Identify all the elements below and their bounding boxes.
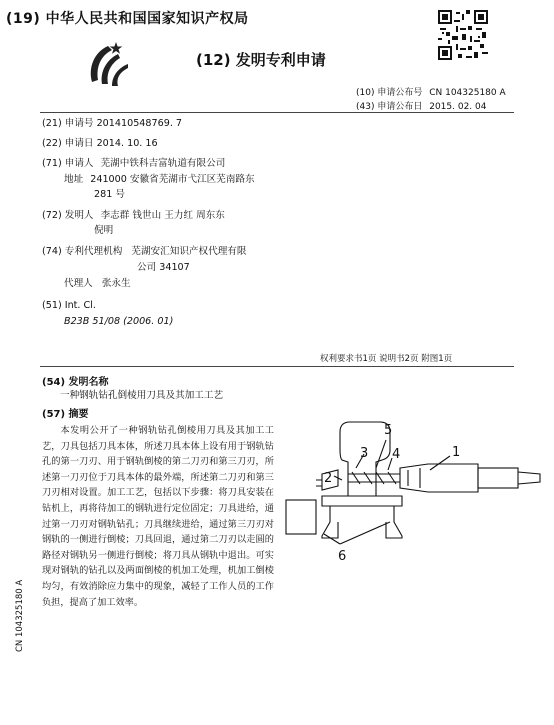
- int-cl-value: B23B 51/08 (2006. 01): [64, 316, 174, 327]
- abstract-label: (57) 摘要: [42, 409, 89, 420]
- tool-shank: [478, 468, 518, 488]
- figure-label-3: 3: [360, 446, 369, 461]
- agency-line-2: 公司 34107: [137, 262, 190, 273]
- tool-end: [518, 472, 540, 484]
- address-row: [64, 173, 255, 186]
- tool-holder: [400, 464, 478, 492]
- agent-label: 代理人: [64, 278, 93, 289]
- figure-label-2: 2: [324, 471, 333, 486]
- figure-label-6: 6: [338, 549, 347, 564]
- agent-row: [64, 277, 131, 290]
- application-number: (21) 申请号 201410548769. 7: [42, 118, 183, 129]
- applicant-row: [42, 157, 225, 170]
- document-kind: (12) 发明专利申请: [196, 51, 326, 69]
- qr-code-icon: [438, 10, 488, 60]
- section-divider: [40, 366, 514, 367]
- header-divider: [40, 112, 514, 113]
- figure-label-4: 4: [392, 447, 401, 462]
- inventors-line-2: 倪明: [94, 225, 114, 236]
- agency-row: [42, 245, 247, 258]
- figure-label-5: 5: [384, 423, 393, 438]
- agency-label: (74) 专利代理机构: [42, 246, 123, 257]
- address-line-1: 241000 安徽省芜湖市弋江区芜南路东: [90, 174, 255, 185]
- abstract-text: 本发明公开了一种钢轨钻孔倒棱用刀具及其加工工艺，刀具包括刀具本体，所述刀具本体上设有用于钢轨钻孔的第一刀刃、用于钢轨倒棱的第二刀刃和第三刀刃，所述第一刀刃位于刀具本体的最外端，所述第二刀刃和第三刀刃相对设置。加工工艺，包括以下步骤：将刀具安装在钻机上，再将待加工的钢轨进行定位固定；刀具进给，通过第一刀刃对钢轨钻孔；刀具继续进给，通过第三刀刃对钢轨的一侧进行倒棱；刀具回退，通过第二刀刃以走圆的路径对钢轨另一侧进行倒棱；将刀具从钢轨中退出。可实现对钢轨的钻孔以及两面倒棱的机加工处理，机加工倒棱均匀，有效消除应力集中的现象，减轻了工作人员的工作负担，提高了加工效率。: [42, 425, 274, 608]
- publication-number-row: [356, 85, 506, 98]
- rail-base: [322, 496, 402, 506]
- address-label: 地址: [64, 174, 84, 185]
- figure-label-1: 1: [452, 445, 461, 460]
- publication-number-label: (10) 申请公布号: [356, 88, 423, 98]
- publication-number: CN 104325180 A: [429, 88, 506, 98]
- office-name: (19) 中华人民共和国国家知识产权局: [6, 11, 249, 27]
- page-counts: 权利要求书1页 说明书2页 附图1页: [320, 354, 453, 364]
- agency-line-1: 芜湖安汇知识产权代理有限: [131, 246, 247, 257]
- int-cl-label: (51) Int. Cl.: [42, 300, 96, 311]
- left-block: [286, 500, 316, 534]
- cnipa-logo-icon: [86, 38, 132, 88]
- publication-date-row: [356, 99, 486, 112]
- title-label: (54) 发明名称: [42, 377, 109, 388]
- inventors-label: (72) 发明人: [42, 210, 94, 221]
- applicant-name: 芜湖中铁科吉富轨道有限公司: [100, 158, 226, 169]
- inventors-line-1: 李志群 钱世山 王力红 周东东: [100, 210, 225, 221]
- applicant-label: (71) 申请人: [42, 158, 94, 169]
- application-date: (22) 申请日 2014. 10. 16: [42, 138, 158, 149]
- inventors-row: [42, 209, 225, 222]
- invention-title: 一种钢轨钻孔倒棱用刀具及其加工工艺: [60, 390, 224, 401]
- publication-date-label: (43) 申请公布日: [356, 102, 423, 112]
- address-line-2: 281 号: [94, 189, 125, 200]
- side-publication-number: CN 104325180 A: [15, 579, 25, 652]
- agent-name: 张永生: [101, 278, 131, 289]
- publication-date: 2015. 02. 04: [429, 102, 487, 112]
- abstract-figure: [278, 410, 554, 580]
- drill-bit: [348, 472, 400, 484]
